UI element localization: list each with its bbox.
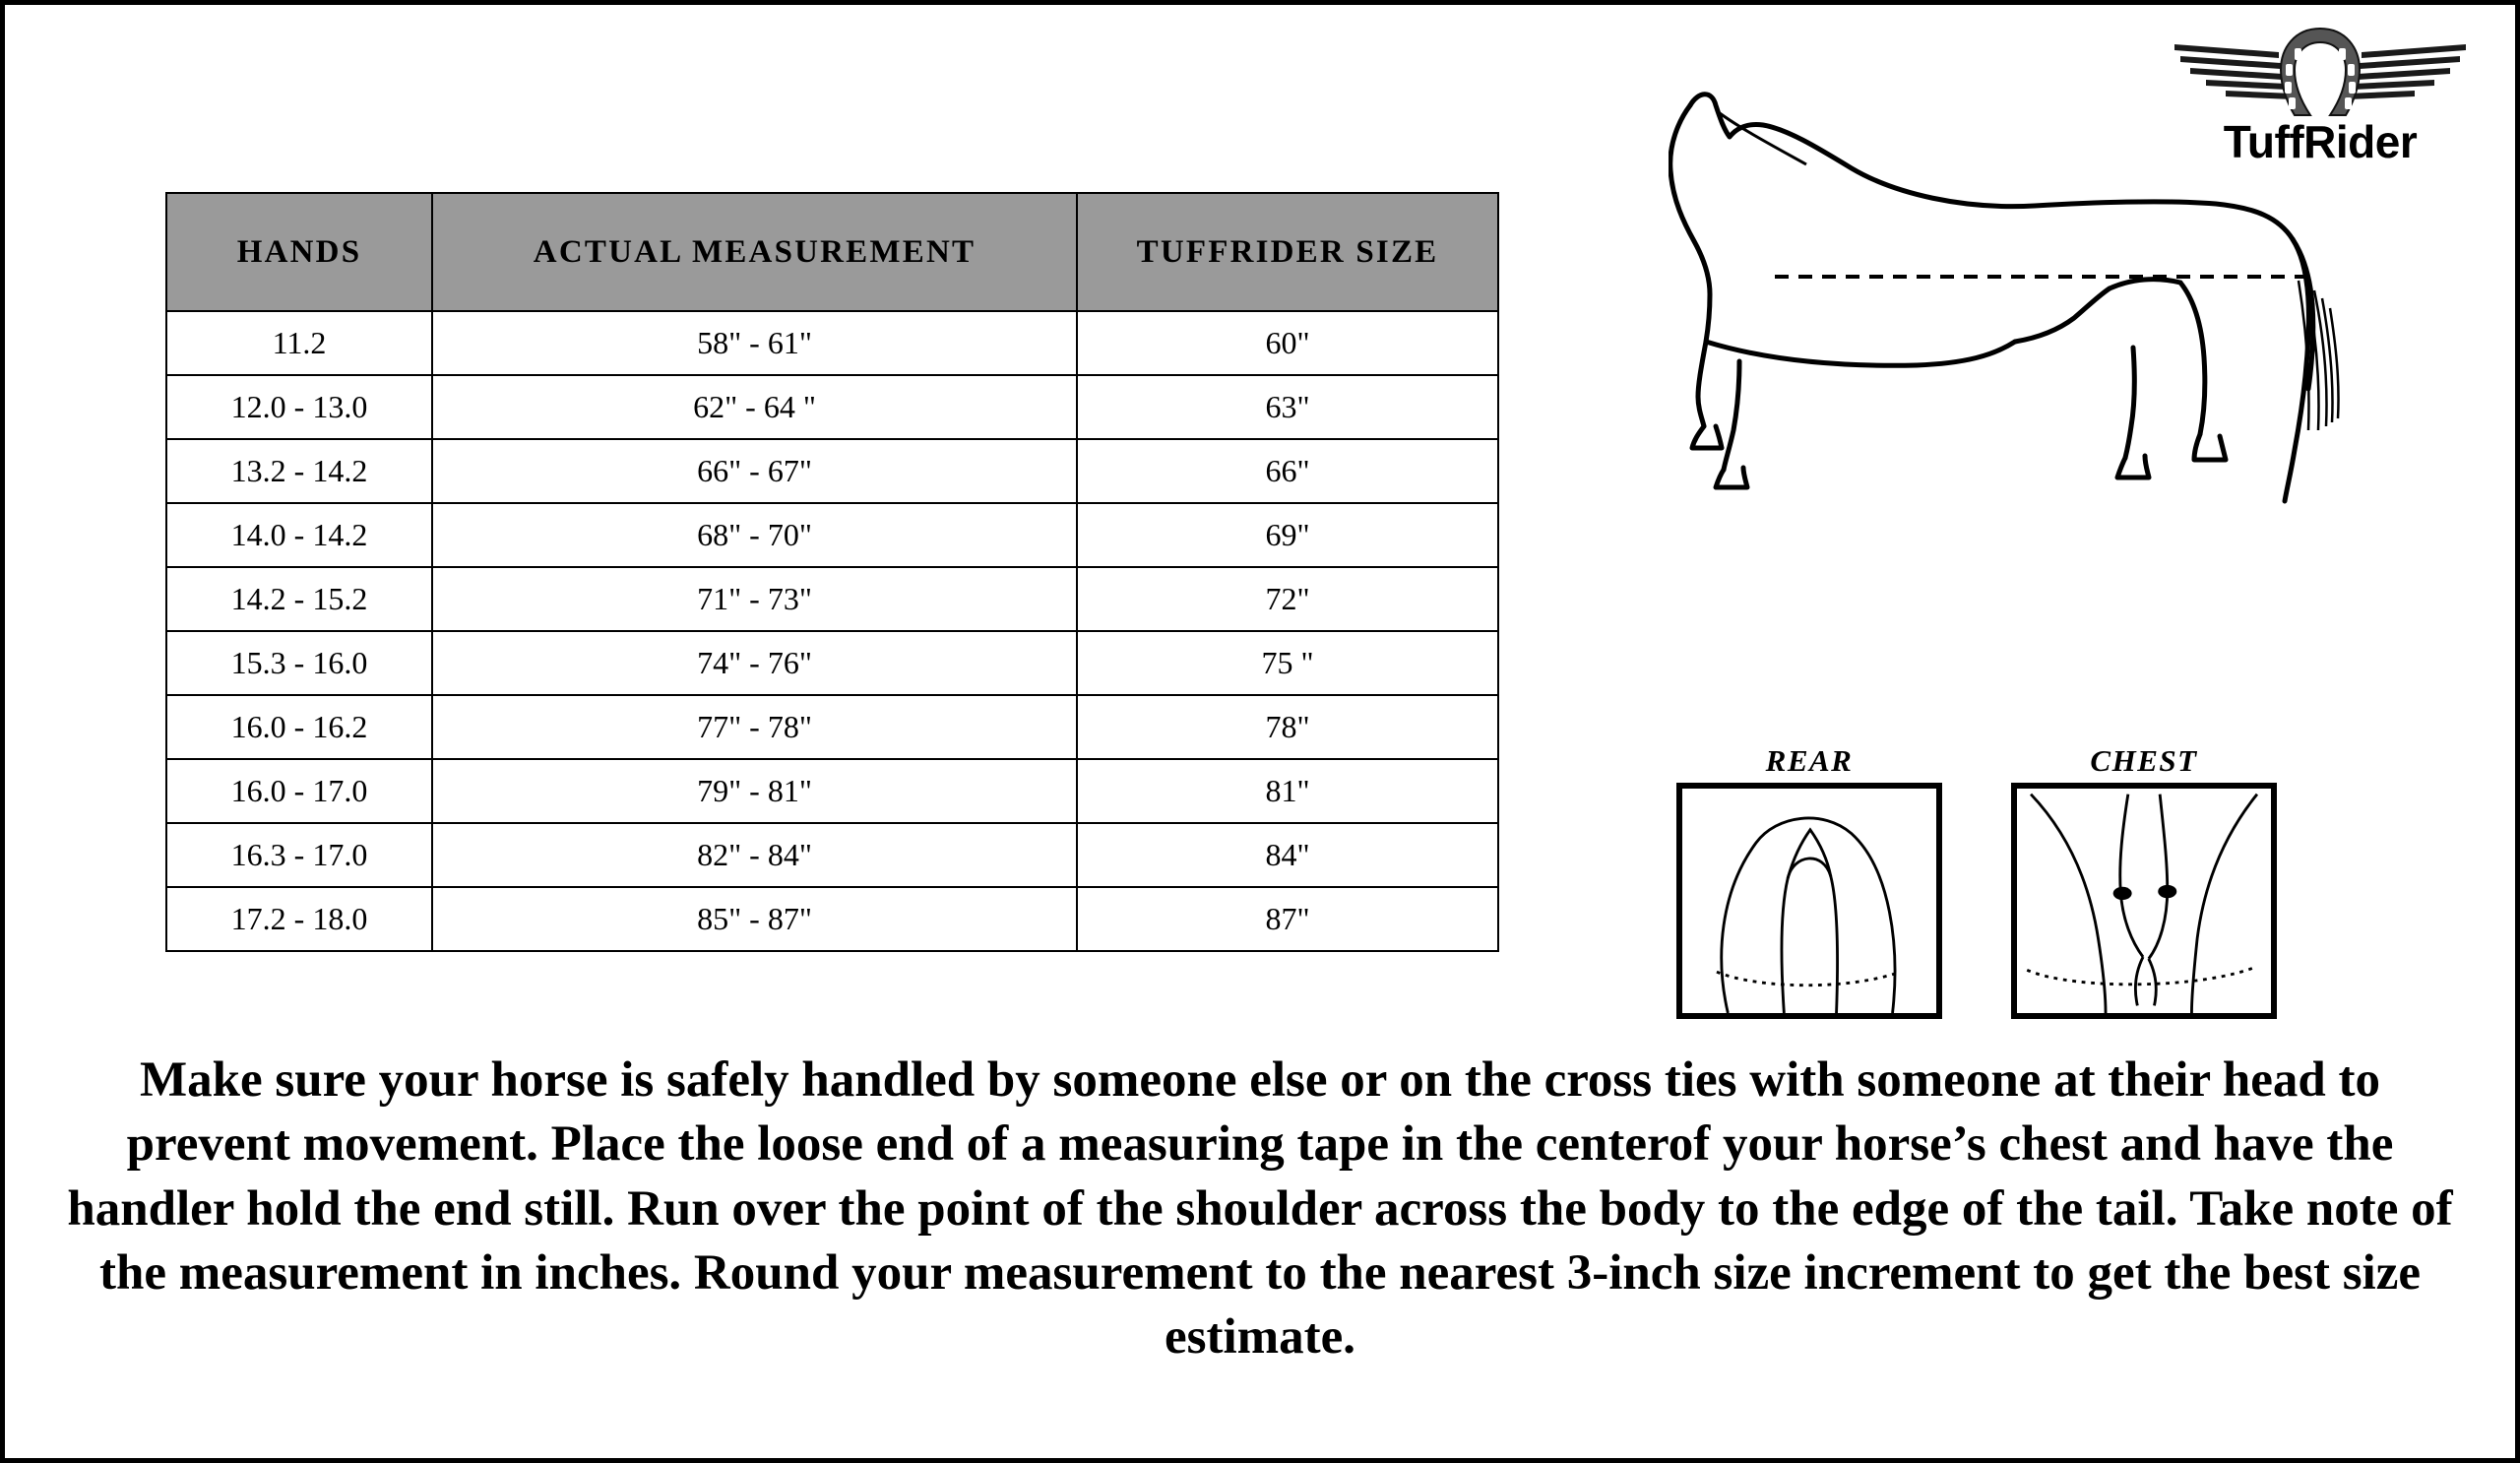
- cell-actual-measurement: 66" - 67": [432, 439, 1077, 503]
- rear-figure: [1676, 743, 1942, 1019]
- table-row: [166, 439, 1498, 503]
- chest-figure-box: [2011, 783, 2277, 1019]
- size-table: [165, 192, 1499, 952]
- cell-hands: 16.3 - 17.0: [166, 823, 432, 887]
- horse-side-profile-icon: [1669, 84, 2476, 694]
- cell-tuffrider-size: 84": [1077, 823, 1498, 887]
- brand-name: TuffRider: [2223, 116, 2418, 167]
- size-table-container: [165, 192, 1497, 952]
- table-row: [166, 823, 1498, 887]
- horse-rear-view-icon: [1682, 789, 1936, 1013]
- cell-actual-measurement: 71" - 73": [432, 567, 1077, 631]
- cell-actual-measurement: 85" - 87": [432, 887, 1077, 951]
- table-row: [166, 375, 1498, 439]
- cell-hands: 16.0 - 16.2: [166, 695, 432, 759]
- cell-tuffrider-size: 87": [1077, 887, 1498, 951]
- cell-hands: 16.0 - 17.0: [166, 759, 432, 823]
- rear-label: REAR: [1765, 743, 1854, 778]
- cell-tuffrider-size: 81": [1077, 759, 1498, 823]
- table-row: [166, 759, 1498, 823]
- cell-tuffrider-size: 63": [1077, 375, 1498, 439]
- table-row: [166, 695, 1498, 759]
- cell-tuffrider-size: 60": [1077, 311, 1498, 375]
- table-row: [166, 567, 1498, 631]
- cell-tuffrider-size: 66": [1077, 439, 1498, 503]
- instructions-text: Make sure your horse is safely handled by someone else or on the cross ties with someone at their head to prevent movement. Place the loose end of a measuring tape in the centerof your horse’s chest and have the handler hold the end still. Run over the point of the shoulder across the body to the edge of the tail. Take note of the measurement in inches. Round your measurement to the nearest 3-inch size increment to get the best size estimate.: [67, 1052, 2453, 1366]
- column-header-hands: HANDS: [166, 193, 432, 311]
- table-row: [166, 503, 1498, 567]
- horse-chest-view-icon: [2017, 789, 2271, 1013]
- cell-actual-measurement: 77" - 78": [432, 695, 1077, 759]
- table-row: [166, 311, 1498, 375]
- chest-figure: [2011, 743, 2277, 1019]
- cell-actual-measurement: 68" - 70": [432, 503, 1077, 567]
- cell-actual-measurement: 79" - 81": [432, 759, 1077, 823]
- cell-tuffrider-size: 75 ": [1077, 631, 1498, 695]
- chest-label: CHEST: [2090, 743, 2198, 778]
- cell-actual-measurement: 62" - 64 ": [432, 375, 1077, 439]
- rear-figure-box: [1676, 783, 1942, 1019]
- cell-tuffrider-size: 69": [1077, 503, 1498, 567]
- measurement-diagram: [1669, 64, 2476, 999]
- sub-figures: [1676, 743, 2474, 1009]
- table-row: [166, 887, 1498, 951]
- table-header-row: [166, 193, 1498, 311]
- cell-hands: 12.0 - 13.0: [166, 375, 432, 439]
- cell-hands: 13.2 - 14.2: [166, 439, 432, 503]
- cell-hands: 14.2 - 15.2: [166, 567, 432, 631]
- cell-hands: 11.2: [166, 311, 432, 375]
- column-header-actual-measurement: ACTUAL MEASUREMENT: [432, 193, 1077, 311]
- table-row: [166, 631, 1498, 695]
- cell-actual-measurement: 58" - 61": [432, 311, 1077, 375]
- cell-actual-measurement: 82" - 84": [432, 823, 1077, 887]
- cell-hands: 17.2 - 18.0: [166, 887, 432, 951]
- cell-tuffrider-size: 78": [1077, 695, 1498, 759]
- cell-hands: 15.3 - 16.0: [166, 631, 432, 695]
- column-header-tuffrider-size: TUFFRIDER SIZE: [1077, 193, 1498, 311]
- cell-hands: 14.0 - 14.2: [166, 503, 432, 567]
- cell-actual-measurement: 74" - 76": [432, 631, 1077, 695]
- cell-tuffrider-size: 72": [1077, 567, 1498, 631]
